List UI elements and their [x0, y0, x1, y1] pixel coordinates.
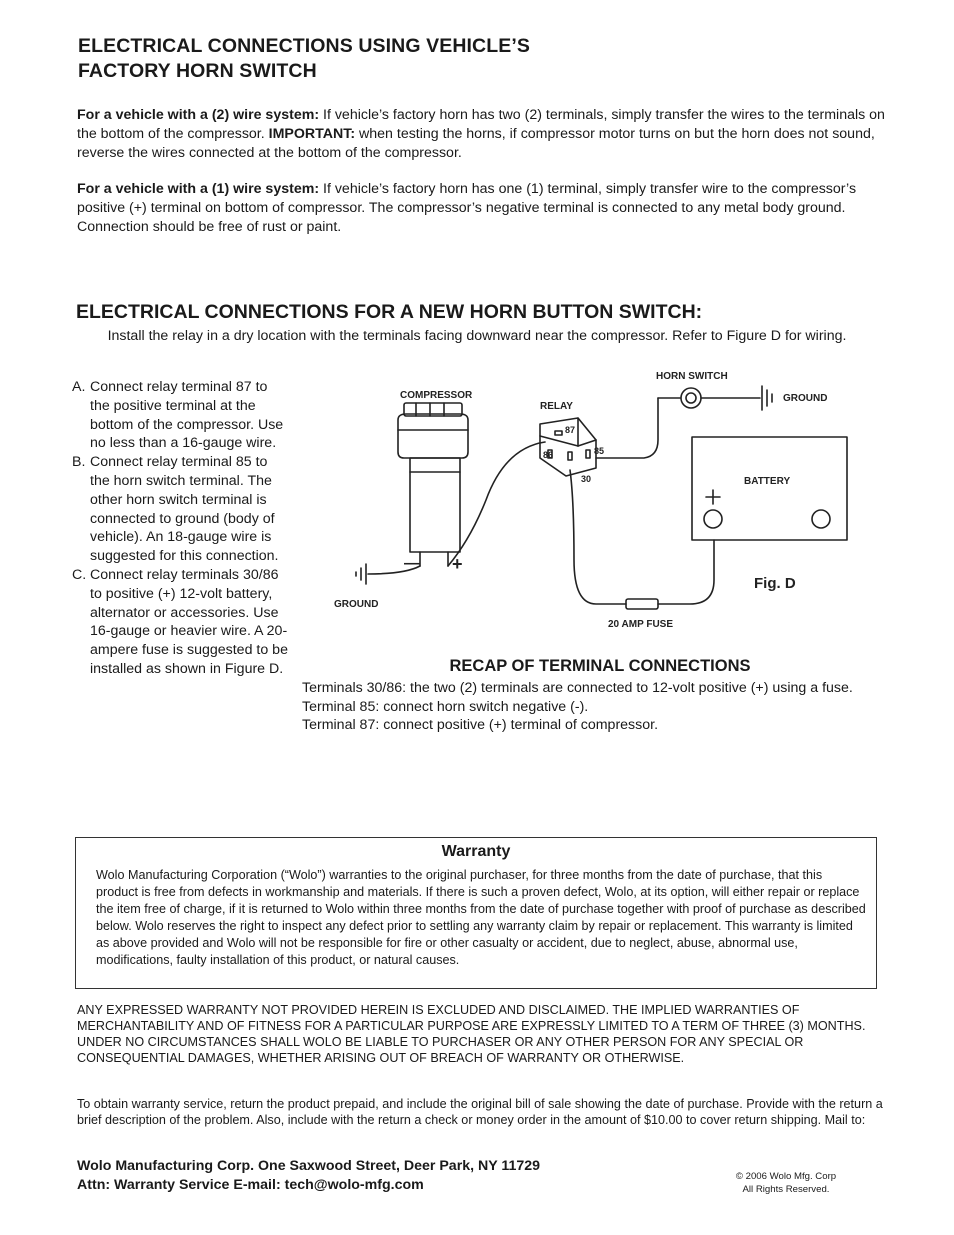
fuse-icon: [626, 599, 658, 609]
warranty-service-instructions: To obtain warranty service, return the product prepaid, and include the original bill of sale showing the date of purchase. Provide with the return a brief description of the problem. Also, include with the return a check or money order in the amount of $10.00 to cover return shipping. Mail to:: [77, 1097, 883, 1127]
address-line-2: Attn: Warranty Service E-mail: tech@wolo-mfg.com: [77, 1177, 424, 1193]
warranty-text: Wolo Manufacturing Corporation (“Wolo”) warranties to the original purchaser, for three months from the date of purchase, that this product is free from defects in workmanship and materials. If there is such a proven defect, Wolo, at its option, will either repair or replace the item free of charge, if it is returned to Wolo within three months from the date of purchase together with proof of purchase as described below. Wolo reserves the right to inspect any defect prior to settling any warranty claim by repair or replacement. This warranty is limited as above provided and Wolo will not be responsible for fire or other casualty or accident, due to neglect, abuse, abnormal use, modifications, faulty installation of this product, or natural causes.: [96, 868, 866, 967]
step-a-text: Connect relay terminal 87 to the positive terminal at the bottom of the compressor. Use no less than a 16-gauge wire.: [90, 379, 284, 452]
two-wire-heading: For a vehicle with a (2) wire system:: [77, 107, 320, 123]
compressor-plus-label: +: [452, 554, 463, 574]
warranty-title: Warranty: [441, 843, 511, 860]
recap-line-2: Terminal 85: connect horn switch negative (-).: [302, 698, 589, 715]
recap-list: [302, 679, 922, 735]
section2-title: ELECTRICAL CONNECTIONS FOR A NEW HORN BUTTON SWITCH:: [76, 301, 703, 323]
step-c-marker: C.: [72, 566, 87, 583]
copyright-line-2: All Rights Reserved.: [742, 1184, 830, 1195]
recap-line-3: Terminal 87: connect positive (+) terminal of compressor.: [302, 717, 659, 733]
address-line-1: Wolo Manufacturing Corp. One Saxwood Street, Deer Park, NY 11729: [77, 1158, 541, 1174]
step-a-marker: A.: [72, 379, 86, 395]
mailing-address: [77, 1157, 540, 1195]
relay-terminal-30: 30: [581, 474, 592, 484]
compressor-label: COMPRESSOR: [400, 390, 473, 401]
copyright-line-1: © 2006 Wolo Mfg. Corp: [735, 1171, 837, 1182]
horn-switch-icon: [681, 388, 701, 408]
section1-title-line1: ELECTRICAL CONNECTIONS USING VEHICLE’S: [78, 35, 530, 57]
important-label: IMPORTANT:: [268, 126, 356, 142]
compressor-icon: [398, 403, 468, 552]
one-wire-text: If vehicle’s factory horn has one (1) terminal, simply transfer wire to the compressor’s positive (+) terminal on bottom of compressor. The compressor’s negative terminal is connected to any metal body ground. Connection should be free of rust or paint.: [77, 181, 857, 235]
ground-right-icon: [762, 386, 772, 410]
ground-left-icon: [356, 564, 366, 584]
horn-switch-label: HORN SWITCH: [656, 371, 728, 382]
copyright: [716, 1170, 856, 1196]
step-c-text: Connect relay terminals 30/86 to positive (+) 12-volt battery, alternator or accessories. Use 16-gauge or heavier wire. A 20-ampere fuse is suggested to be installed as shown in Figure D.: [90, 566, 288, 677]
relay-terminal-85: 85: [594, 446, 605, 456]
warranty-disclaimer: ANY EXPRESSED WARRANTY NOT PROVIDED HEREIN IS EXCLUDED AND DISCLAIMED. THE IMPLIED WARRANTIES OF MERCHANTABILITY AND OF FITNESS FOR A PARTICULAR PURPOSE ARE EXPRESSLY LIMITED TO A TERM OF THREE (3) MONTHS. UNDER NO CIRCUMSTANCES SHALL WOLO BE LIABLE TO PURCHASER OR ANY OTHER PERSON FOR ANY SPECIAL OR CONSEQUENTIAL DAMAGES, WHETHER ARISING OUT OF BREACH OF WARRANTY OR OTHERWISE.: [77, 1003, 866, 1065]
ground-left-label: GROUND: [334, 599, 379, 610]
recap-title: RECAP OF TERMINAL CONNECTIONS: [449, 657, 751, 675]
two-wire-text-a: If vehicle’s factory horn has two (2) terminals, simply transfer the wires to the terminals on the bottom of the compressor.: [77, 107, 885, 142]
battery-icon: [692, 437, 847, 540]
compressor-minus-label: —: [404, 555, 420, 572]
figure-label: Fig. D: [754, 575, 796, 592]
section1-title-line2: FACTORY HORN SWITCH: [78, 60, 317, 82]
relay-terminal-87: 87: [565, 425, 576, 435]
battery-label: BATTERY: [744, 476, 791, 487]
fuse-label: 20 AMP FUSE: [608, 619, 674, 630]
section2-intro: Install the relay in a dry location with the terminals facing downward near the compressor. Refer to Figure D for wiring.: [107, 328, 847, 344]
recap-line-1: Terminals 30/86: the two (2) terminals are connected to 12-volt positive (+) using a fuse.: [302, 680, 853, 696]
step-b-text: Connect relay terminal 85 to the horn switch terminal. The other horn switch terminal is connected to ground (body of vehicle). An 18-gauge wire is suggested for this connection.: [90, 454, 279, 565]
two-wire-text-b: when testing the horns, if compressor motor turns on but the horn does not sound, reverse the wires connected at the bottom of the compressor.: [77, 126, 875, 161]
ground-right-label: GROUND: [783, 393, 828, 404]
one-wire-heading: For a vehicle with a (1) wire system:: [77, 181, 320, 197]
warranty-box: [75, 837, 877, 989]
step-b-marker: B.: [72, 454, 86, 471]
relay-terminal-86: 86: [543, 450, 554, 460]
relay-label: RELAY: [540, 401, 573, 412]
